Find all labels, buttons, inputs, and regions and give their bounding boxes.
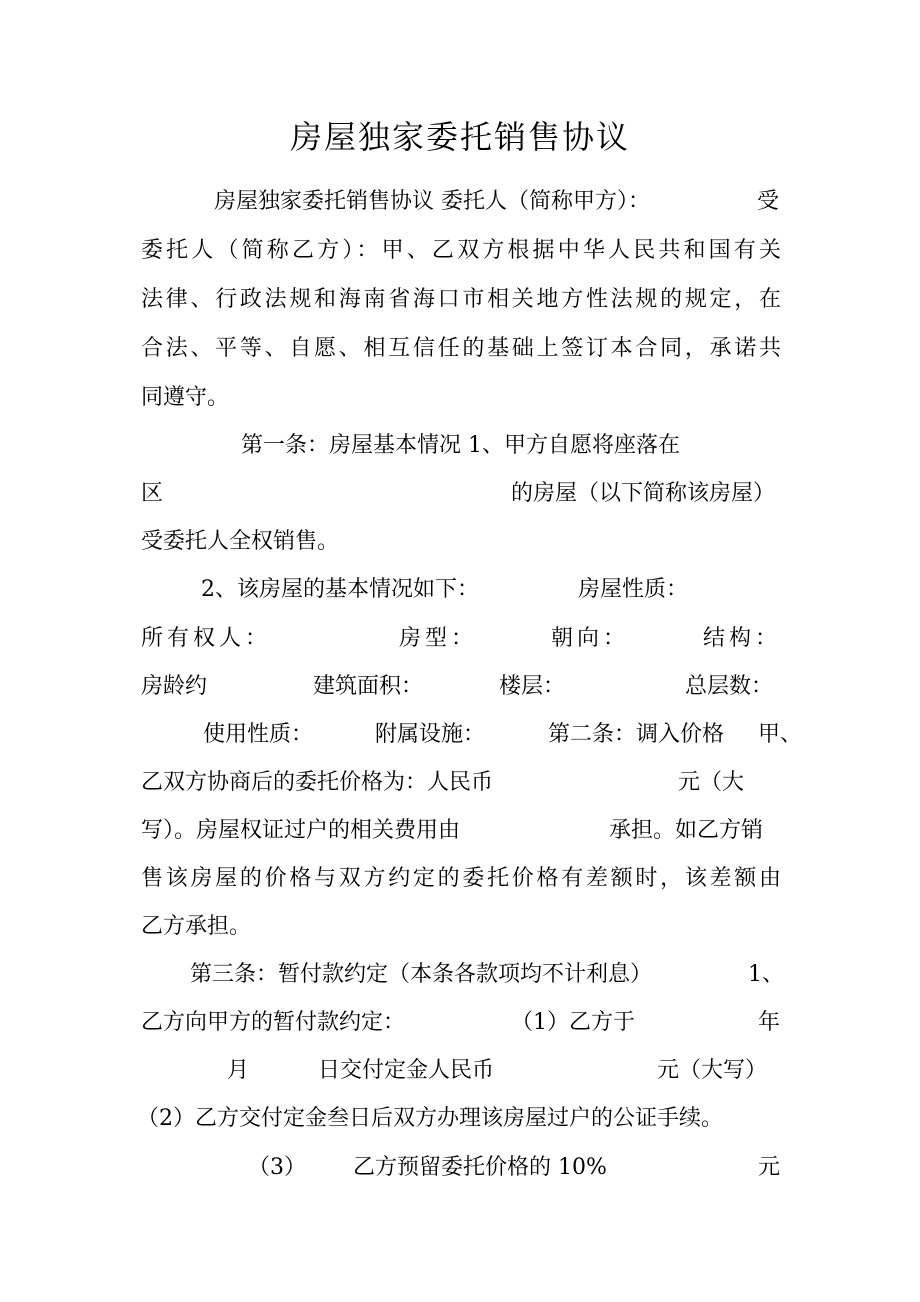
article3-line-1: [141, 958, 784, 992]
article3-item3-text: 乙方预留委托价格的 10%: [353, 1155, 607, 1180]
article3-item1: （1）乙方于: [511, 1010, 635, 1035]
details-intro: 2、该房屋的基本情况如下：: [201, 577, 479, 602]
article3-line-2: [141, 1006, 781, 1040]
intro-line-2: 委托人（简称乙方）：甲、乙双方根据中华人民共和国有关: [141, 238, 781, 263]
area-label: 建筑面积：: [313, 674, 424, 699]
details-line-3: [141, 670, 781, 704]
intro-head-tail: 受: [757, 189, 780, 214]
article1-house-ref: 的房屋（以下简称该房屋）: [511, 481, 776, 506]
article3-payment-label: 乙方向甲方的暂付款约定：: [141, 1010, 406, 1035]
article3-item3-unit: 元: [758, 1155, 781, 1180]
article2-fee-label: 写）。房屋权证过户的相关费用由: [141, 818, 461, 843]
orientation-label: 朝向：: [551, 626, 630, 651]
article2-head: 第二条：调入价格: [548, 722, 725, 747]
owner-label: 所有权人：: [141, 626, 272, 651]
document-title: 房屋独家委托销售协议: [289, 118, 630, 156]
article3-deposit-label: 日交付定金人民币: [318, 1058, 495, 1083]
facilities-label: 附属设施：: [375, 722, 486, 747]
layout-label: 房型：: [399, 626, 478, 651]
article3-year: 年: [758, 1010, 781, 1035]
article2-fee-tail: 承担。如乙方销: [609, 818, 764, 843]
article2-price-unit: 元（大: [678, 770, 745, 795]
article3-head-tail: 1、: [748, 962, 784, 987]
article1-line-1: [141, 429, 781, 463]
article1-district: 区: [141, 481, 164, 506]
property-nature-label: 房屋性质：: [578, 577, 689, 602]
article3-item2: （2）乙方交付定金叁日后双方办理该房屋过户的公证手续。: [137, 1106, 723, 1131]
article2-head-tail: 甲、: [758, 722, 803, 747]
article3-line-3: [141, 1054, 781, 1088]
article2-line-4: 售该房屋的价格与双方约定的委托价格有差额时，该差额由: [141, 866, 781, 891]
intro-line-3: 法律、行政法规和海南省海口市相关地方性法规的规定，在: [141, 287, 781, 312]
article2-line-2: [141, 766, 781, 800]
total-floors-label: 总层数：: [685, 674, 774, 699]
details-line-2: [141, 622, 781, 656]
intro-head: 房屋独家委托销售协议 委托人（简称甲方）：: [214, 189, 650, 214]
article1-head: 第一条：房屋基本情况 1、甲方自愿将座落在: [241, 433, 680, 458]
article3-head: 第三条：暂付款约定（本条各款项均不计利息）: [190, 962, 653, 987]
article2-line-3: [141, 814, 781, 848]
intro-line-5: 同遵守。: [141, 385, 230, 410]
details-line-1: [141, 573, 781, 607]
age-label: 房龄约: [141, 674, 208, 699]
article2-line-5: 乙方承担。: [141, 914, 252, 939]
article1-line-3: 受委托人全权销售。: [141, 529, 340, 554]
article1-line-2: [141, 477, 781, 511]
intro-line-1: [141, 185, 781, 219]
article3-month: 月: [227, 1058, 250, 1083]
details-line-4: [141, 718, 803, 752]
floor-label: 楼层：: [499, 674, 566, 699]
article3-line-5: [141, 1151, 781, 1185]
article2-price-label: 乙双方协商后的委托价格为：人民币: [141, 770, 494, 795]
article3-deposit-unit: 元（大写）: [657, 1058, 768, 1083]
structure-label: 结构：: [703, 626, 782, 651]
article3-item3-number: （3）: [248, 1155, 306, 1180]
article3-line-4: [137, 1102, 781, 1136]
usage-label: 使用性质：: [203, 722, 314, 747]
intro-line-4: 合法、平等、自愿、相互信任的基础上签订本合同，承诺共: [141, 336, 781, 361]
